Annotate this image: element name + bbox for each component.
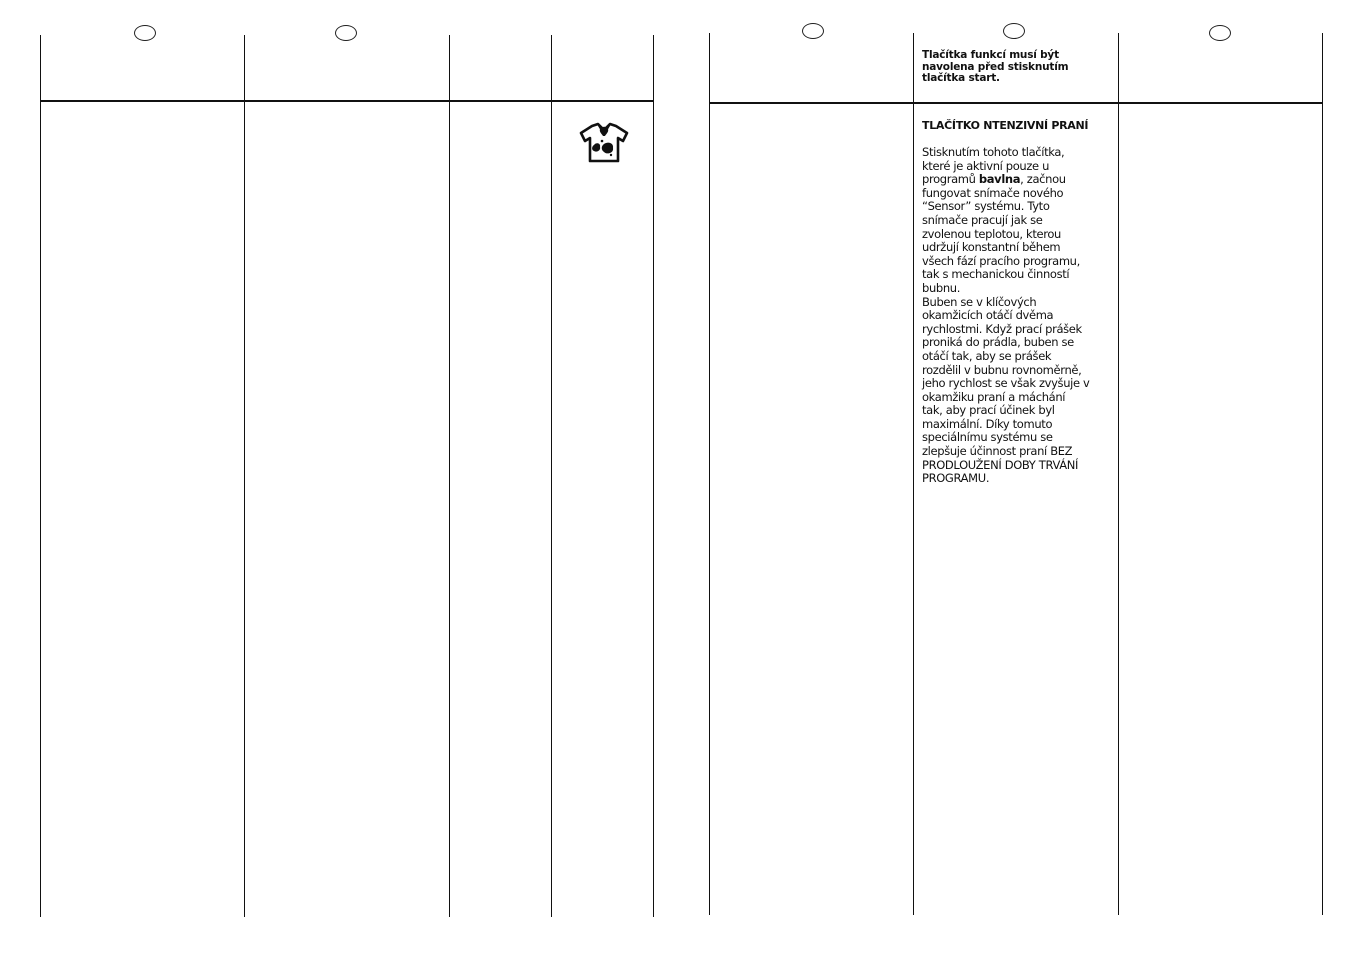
header-rule [40,100,654,102]
body-line [922,296,1114,310]
oval-marker-icon [335,25,357,41]
body-text-segment: okamžiku praní a máchání [922,389,1066,404]
column-rule [244,35,245,917]
body-line [922,418,1114,432]
body-line [922,268,1114,282]
body-text-emphasis: bavlna [978,172,1021,187]
body-text-segment: okamžicích otáčí dvěma [922,308,1054,323]
body-line [922,445,1114,459]
column-rule [40,35,41,917]
header-rule [709,102,1323,104]
oval-marker-icon [1209,25,1231,41]
section-body [922,146,1114,486]
notice-line: navolena před stisknutím [922,60,1069,73]
body-line [922,255,1114,269]
body-text-segment: snímače pracují jak se [922,212,1043,227]
stain-dot [610,154,612,156]
body-text-segment: všech fází pracího programu, [922,253,1080,268]
stained-shirt-icon [578,122,630,164]
body-text-segment: proniká do prádla, buben se [922,335,1074,350]
oval-marker-icon [1003,23,1025,39]
body-line [922,200,1114,214]
body-text-segment: “Sensor” systému. Tyto [922,199,1050,214]
stain-dot [601,140,604,143]
body-text-segment: , začnou [1020,172,1066,187]
column-rule [709,33,710,915]
body-text-segment: udržují konstantní během [922,240,1061,255]
body-line [922,160,1114,174]
notice-line: tlačítka start. [922,72,1000,84]
body-text-segment: maximální. Díky tomuto [922,416,1053,431]
column-rule [1118,33,1119,915]
column-rule [653,35,654,917]
body-line [922,323,1114,337]
body-text-segment: tak, aby prací účinek byl [922,403,1055,418]
notice-line: Tlačítka funkcí musí být [922,49,1059,61]
body-text-segment: rychlostmi. Když prací prášek [922,321,1082,336]
body-text-segment: zlepšuje účinnost praní BEZ [922,444,1073,459]
column-rule [913,33,914,915]
body-line [922,472,1114,486]
oval-marker-icon [802,23,824,39]
body-text-segment: bubnu. [922,280,961,295]
body-line [922,173,1114,187]
body-line [922,336,1114,350]
body-text-segment: zvolenou teplotou, kterou [922,226,1061,241]
body-line [922,214,1114,228]
body-line [922,391,1114,405]
column-rule [1322,33,1323,915]
oval-marker-icon [134,25,156,41]
body-line [922,187,1114,201]
function-notice [922,50,1107,85]
column-rule [551,35,552,917]
body-line [922,282,1114,296]
body-line [922,228,1114,242]
section-title: TLAČÍTKO NTENZIVNÍ PRANÍ [922,119,1089,132]
body-text-segment: které je aktivní pouze u [922,158,1050,173]
body-text-segment: fungovat snímače nového [922,185,1064,200]
body-text-segment: PRODLOUŽENÍ DOBY TRVÁNÍ [922,457,1079,472]
body-text-segment: Buben se v klíčových [922,294,1037,309]
body-line [922,377,1114,391]
body-text-segment: otáčí tak, aby se prášek [922,348,1052,363]
body-text-segment: PROGRAMU. [922,471,990,486]
body-line [922,364,1114,378]
body-line [922,241,1114,255]
body-text-segment: tak s mechanickou činností [922,267,1070,282]
body-text-segment: jeho rychlost se však zvyšuje v [922,376,1090,391]
body-text-segment: programů [922,172,979,187]
body-line [922,146,1114,160]
body-text-segment: speciálnímu systému se [922,430,1053,445]
body-line [922,459,1114,473]
column-rule [449,35,450,917]
body-text-segment: rozdělil v bubnu rovnoměrně, [922,362,1082,377]
body-text-segment: Stisknutím tohoto tlačítka, [922,145,1065,159]
body-line [922,350,1114,364]
body-line [922,431,1114,445]
body-line [922,404,1114,418]
body-line [922,309,1114,323]
